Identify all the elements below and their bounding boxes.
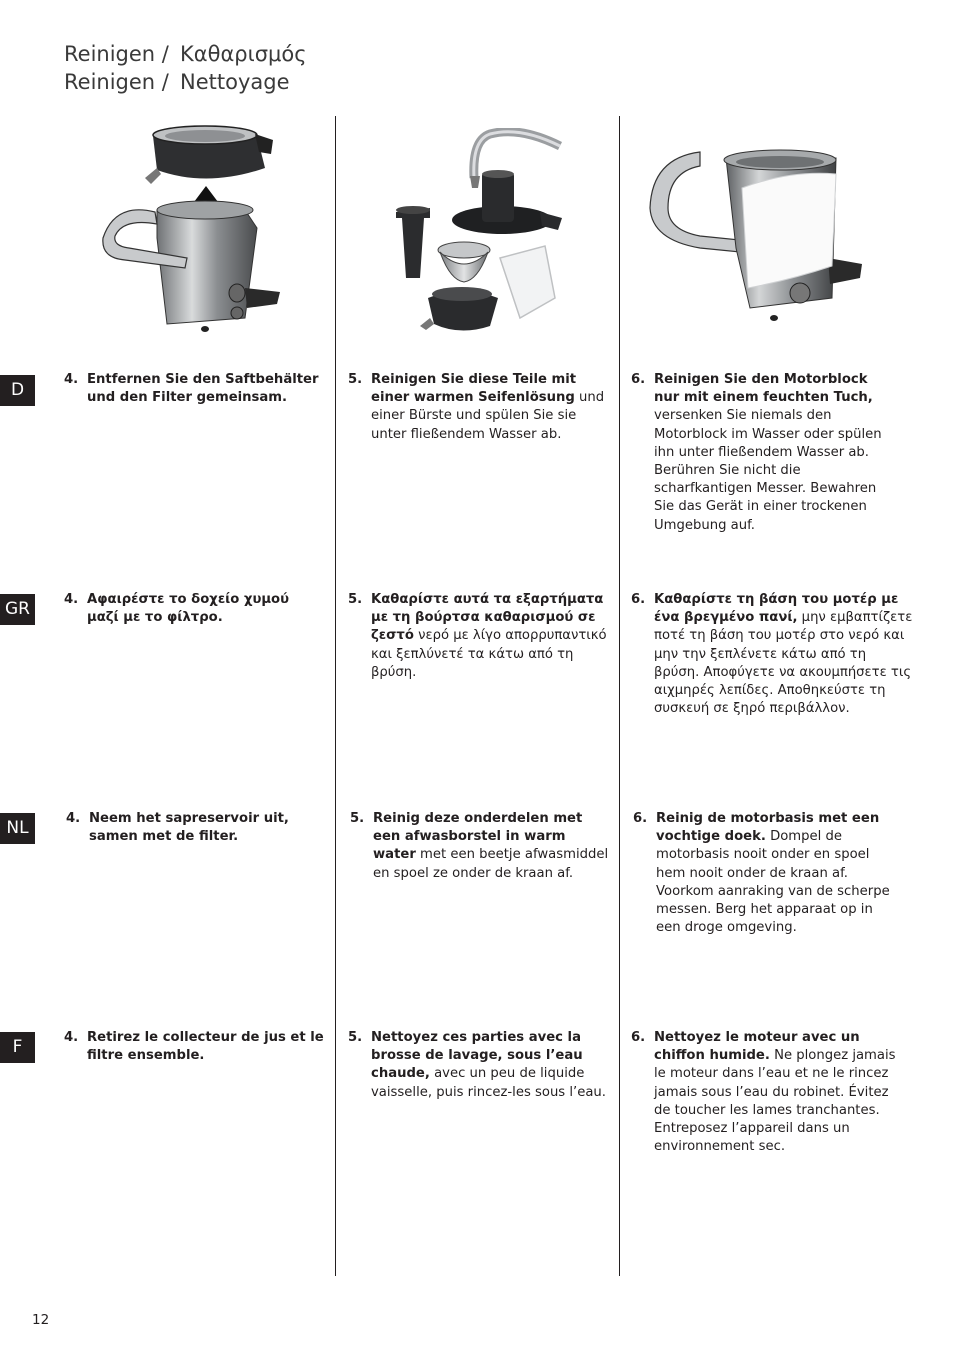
step-gr-6: 6. Καθαρίστε τη βάση του μοτέρ με ένα βρεγμένο πανί, μην εμβαπτίζετε ποτέ τη βάση του μοτέρ στο νερό και μην την ξεπλένετε κάτω από τη βρύση. Αποφύγετε να ακουμπήσετε τις αιχμηρές λεπίδες. Αποθηκεύστε τη συσκευή σε ξηρό περιβάλλον. [631, 592, 913, 717]
column-divider [619, 116, 620, 1276]
step-d-5: 5. Reinigen Sie diese Teile mit einer warmen Seifenlösung und einer Bürste und spülen Sie sie unter fließendem Wasser ab. [348, 372, 605, 442]
step-nl-5: 5. Reinig deze onderdelen met een afwasborstel in warm water met een beetje afwasmiddel en spoel ze onder de kraan af. [350, 811, 609, 881]
motor-base-cloth-illustration [640, 148, 865, 328]
page-number: 12 [32, 1312, 50, 1328]
title-line1-left: Reinigen / [64, 42, 169, 66]
step-f-6: 6. Nettoyez le moteur avec un chiffon humide. Ne plongez jamais le moteur dans l’eau et ne le rincez jamais sous l’eau du robinet. Évitez de toucher les lames tranchantes. Entreposez l’appareil dans un environnement sec. [631, 1030, 896, 1155]
remove-container-illustration [95, 118, 280, 338]
step-nl-6: 6. Reinig de motorbasis met een vochtige doek. Dompel de motorbasis nooit onder en spoel hem nooit onder de kraan af. Voorkom aanraking van de scherpe messen. Berg het apparaat op in een droge omgeving. [633, 811, 890, 936]
step-gr-5: 5. Καθαρίστε αυτά τα εξαρτήματα με τη βούρτσα καθαρισμού σε ζεστό νερό με λίγο απορρυπαντικό και ξεπλύνετέ τα κάτω από τη βρύση. [348, 592, 607, 680]
language-tab-d: D [0, 375, 35, 406]
step-f-4: 4. Retirez le collecteur de jus et le filtre ensemble. [64, 1030, 324, 1064]
step-gr-4: 4. Αφαιρέστε το δοχείο χυμού μαζί με το φίλτρο. [64, 592, 290, 626]
language-tab-gr: GR [0, 594, 35, 625]
title-line1-right: Καθαρισμός [180, 42, 307, 66]
page-title [64, 40, 307, 96]
language-tab-f: F [0, 1032, 35, 1063]
title-line2-left: Reinigen / [64, 70, 169, 94]
title-line2-right: Nettoyage [180, 70, 290, 94]
step-f-5: 5. Nettoyez ces parties avec la brosse de lavage, sous l’eau chaude, avec un peu de liquide vaisselle, puis rincez-les sous l’eau. [348, 1030, 606, 1100]
column-divider [335, 116, 336, 1276]
step-d-4: 4. Entfernen Sie den Saftbehälter und den Filter gemeinsam. [64, 372, 319, 406]
step-d-6: 6. Reinigen Sie den Motorblock nur mit einem feuchten Tuch, versenken Sie niemals den Motorblock im Wasser oder spülen ihn unter fließendem Wasser ab. Berühren Sie nicht die scharfkantigen Messer. Bewahren Sie das Gerät in einer trockenen Umgebung auf. [631, 372, 882, 533]
language-tab-nl: NL [0, 813, 35, 844]
step-nl-4: 4. Neem het sapreservoir uit, samen met de filter. [66, 811, 289, 845]
cleaning-parts-illustration [390, 128, 570, 333]
